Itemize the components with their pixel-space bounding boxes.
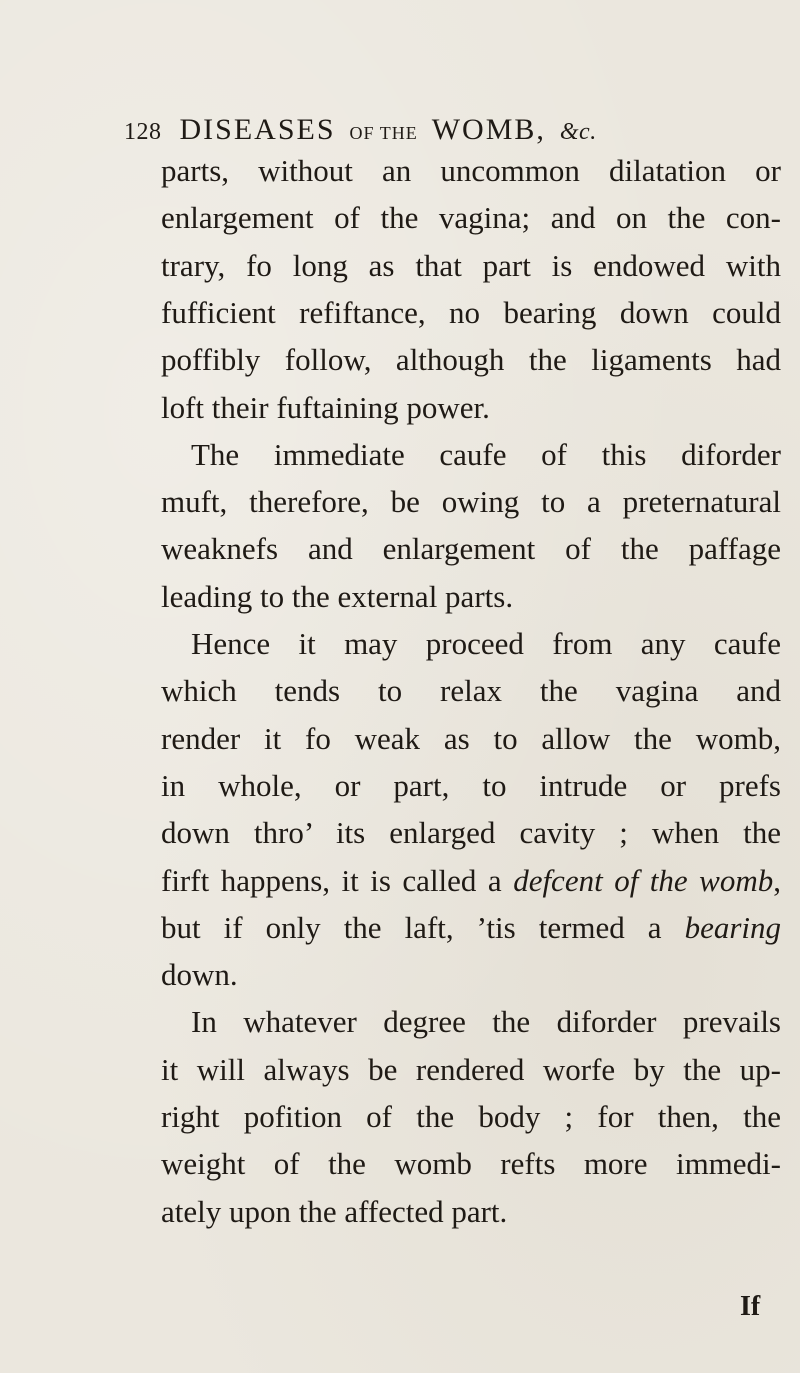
text-line [161,716,781,762]
running-header [124,110,724,150]
text-line [161,858,781,904]
text-line [161,621,781,667]
header-title-diseases: DISEASES [179,113,336,146]
text-run: fufficient refiftance, no bearing down could [161,294,781,330]
text-line [161,195,781,241]
text-run: poffibly follow, although the ligaments had [161,342,781,378]
text-run: which tends to relax the vagina and [161,673,781,709]
text-line [161,905,781,951]
text-line [161,337,781,383]
text-line [161,243,781,289]
italic-phrase: bearing [684,909,781,945]
text-line [161,1047,781,1093]
text-line [161,1189,781,1235]
header-title-womb: WOMB, [431,113,546,146]
text-run: , [773,862,781,898]
text-run: right pofition of the body ; for then, the [161,1099,781,1134]
text-line [161,999,781,1045]
text-line [161,479,781,525]
text-run: muft, therefore, be owing to a preternatural [161,484,781,520]
text-line [161,810,781,856]
text-line [161,763,781,809]
text-line [161,1141,781,1187]
text-run: enlargement of the vagina; and on the con- [161,200,781,236]
text-run: weight of the womb refts more immedi- [161,1146,781,1182]
text-run: firft happens, it is called a [161,862,514,898]
text-run: loft their fuftaining power. [161,389,490,425]
text-run: but if only the laft, ’tis termed a [161,909,685,945]
text-line [161,574,781,620]
text-run: ately upon the affected part. [161,1193,508,1229]
text-line [161,385,781,431]
text-run: it will always be rendered worfe by the up- [161,1051,781,1087]
text-line [161,526,781,572]
text-run: down thro’ its enlarged cavity ; when the [161,815,781,851]
header-title-of-the: OF THE [349,123,418,143]
text-line [161,432,781,478]
text-run: render it fo weak as to allow the womb, [161,720,781,756]
text-line [161,290,781,336]
italic-phrase: defcent of the womb [513,862,774,898]
text-line [161,1094,781,1140]
catchword: If [740,1291,761,1322]
text-run: The immediate caufe of this diforder [191,436,781,472]
text-run: leading to the external parts. [161,578,514,614]
text-run: parts, without an uncommon dilatation or [161,153,781,188]
page-number: 128 [124,119,162,145]
text-run: In whatever degree the diforder prevails [191,1004,781,1040]
text-run: Hence it may proceed from any caufe [191,626,781,661]
text-run: down. [161,957,238,993]
text-line [161,668,781,714]
text-run: in whole, or part, to intrude or prefs [161,767,781,803]
text-line [161,148,781,194]
header-title-etc: &c. [559,119,597,145]
text-run: weaknefs and enlargement of the paffage [161,531,781,567]
text-run: trary, fo long as that part is endowed with [161,247,781,283]
text-line [161,952,781,998]
